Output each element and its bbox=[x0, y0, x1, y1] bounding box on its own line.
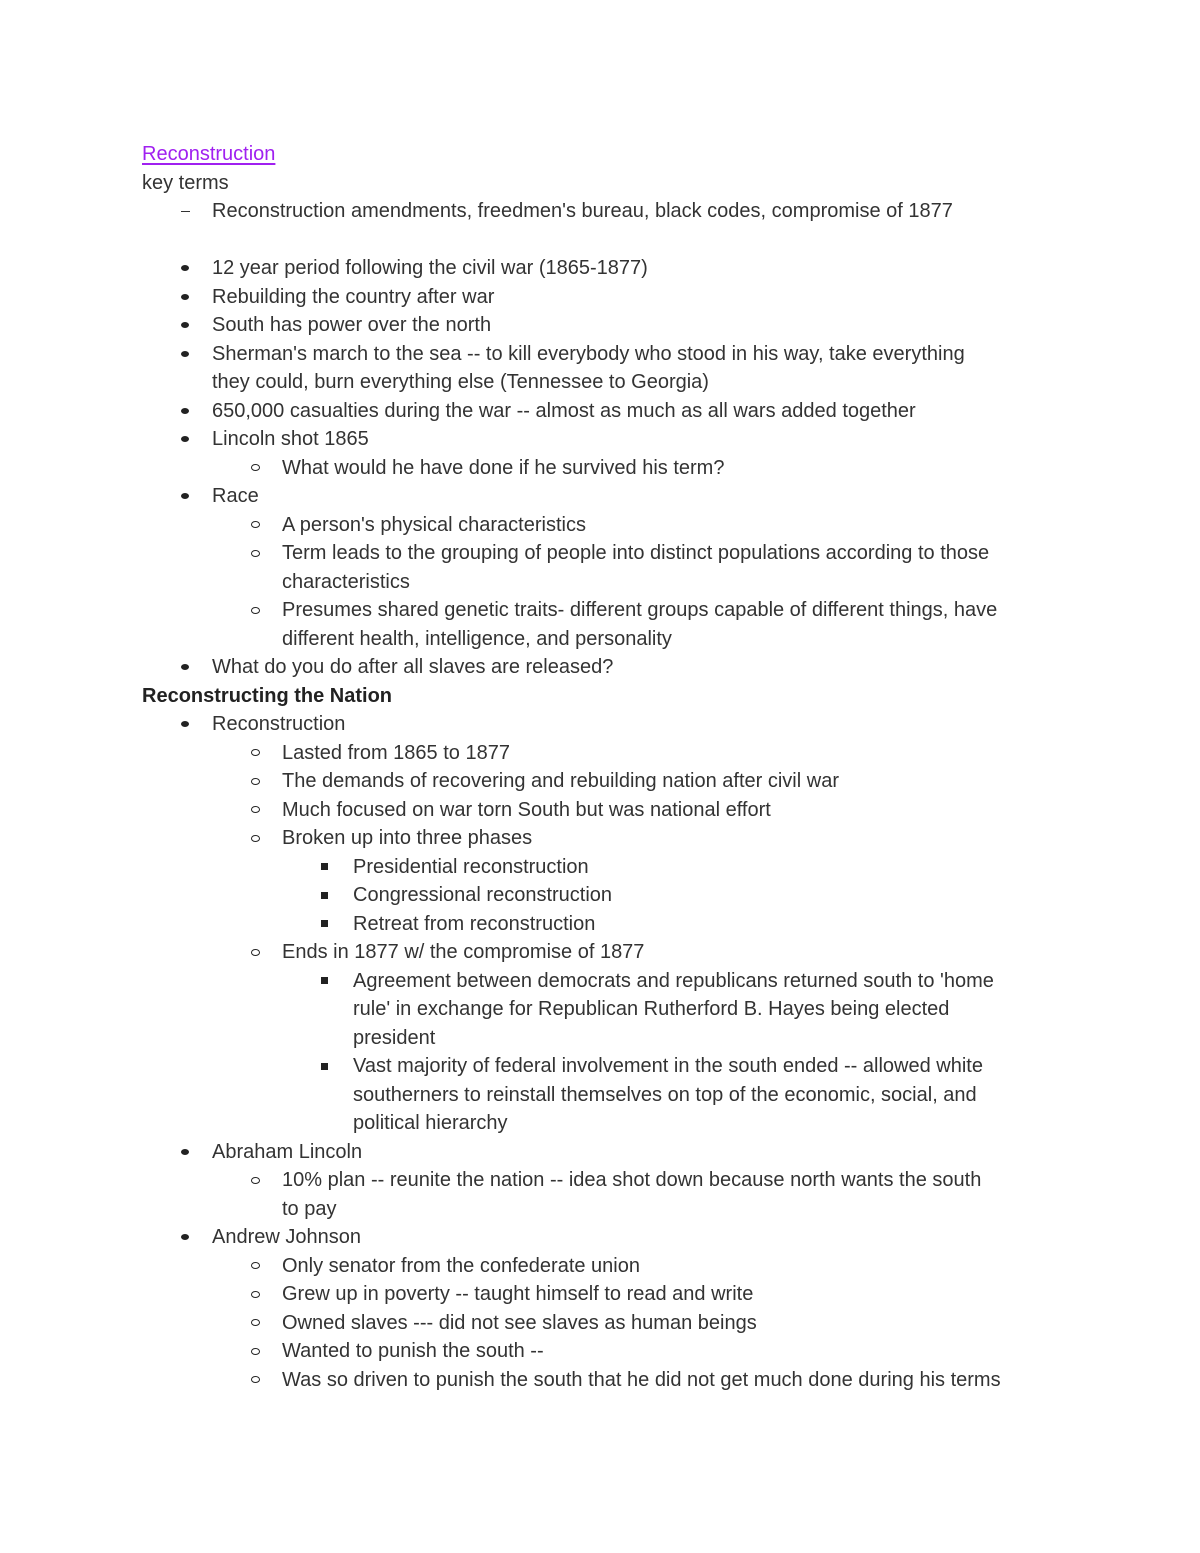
circle-bullet-icon bbox=[245, 1309, 265, 1338]
sub-sub-list-item-text: Retreat from reconstruction bbox=[353, 912, 596, 935]
bullet-icon bbox=[175, 710, 195, 739]
sub-list-item bbox=[142, 1337, 1072, 1366]
key-terms-list bbox=[142, 197, 1072, 226]
sub-list-item bbox=[142, 739, 1072, 768]
sub-list-item bbox=[142, 454, 1072, 483]
sub-list-item bbox=[142, 1366, 1072, 1395]
sub-list-item bbox=[142, 767, 1072, 796]
list-item bbox=[142, 340, 1072, 397]
key-terms-text: Reconstruction amendments, freedmen's bureau, black codes, compromise of 1877 bbox=[212, 200, 953, 222]
sub-list-item-text: The demands of recovering and rebuilding nation after civil war bbox=[282, 770, 839, 792]
circle-bullet-icon bbox=[245, 454, 265, 483]
dash-icon bbox=[175, 197, 195, 226]
sub-list-item bbox=[142, 511, 1072, 540]
sub-list-item-text: Owned slaves --- did not see slaves as human beings bbox=[282, 1311, 757, 1334]
circle-bullet-icon bbox=[245, 1366, 265, 1395]
sub-list-item bbox=[142, 1309, 1072, 1338]
list-item-text: Abraham Lincoln bbox=[212, 1140, 363, 1163]
bullet-icon bbox=[175, 425, 195, 454]
circle-bullet-icon bbox=[245, 739, 265, 768]
sub-list-item bbox=[142, 796, 1072, 825]
sub-sub-list-item bbox=[142, 967, 1072, 1053]
sub-sub-list-item-text-line2: southerners to reinstall themselves on top of the economic, social, and bbox=[353, 1083, 977, 1106]
list-item-text: Lincoln shot 1865 bbox=[212, 428, 369, 450]
title-link[interactable]: Reconstruction bbox=[142, 143, 276, 165]
sub-sub-list-item-text-line2: rule' in exchange for Republican Rutherford B. Hayes being elected bbox=[353, 998, 950, 1020]
bullet-icon bbox=[175, 1223, 195, 1252]
list-item-text: Rebuilding the country after war bbox=[212, 285, 495, 308]
sub-sub-list-item bbox=[142, 853, 1072, 882]
sub-list-item bbox=[142, 596, 1072, 653]
sub-list-item-text: Broken up into three phases bbox=[282, 827, 533, 849]
document-page bbox=[142, 140, 1072, 1394]
sub-list-item-text-line1: 10% plan -- reunite the nation -- idea shot down because north wants the south bbox=[282, 1169, 982, 1191]
sub-sub-list-item-text-line1: Agreement between democrats and republicans returned south to 'home bbox=[353, 969, 994, 992]
list-item-text: What do you do after all slaves are released? bbox=[212, 656, 614, 678]
section-list bbox=[142, 710, 1072, 1394]
list-item-text: 12 year period following the civil war (1865-1877) bbox=[212, 257, 648, 279]
list-item-text: Race bbox=[212, 485, 259, 507]
list-item bbox=[142, 397, 1072, 426]
sub-list-item bbox=[142, 539, 1072, 596]
intro-list bbox=[142, 254, 1072, 682]
key-terms-item bbox=[142, 197, 1072, 226]
bullet-icon bbox=[175, 482, 195, 511]
sub-sub-list-item-text-line3: president bbox=[353, 1026, 436, 1049]
bullet-icon bbox=[175, 340, 195, 369]
sub-list-item-text: Only senator from the confederate union bbox=[282, 1254, 640, 1277]
section-heading: Reconstructing the Nation bbox=[142, 684, 393, 707]
sub-list-item-text-line1: Term leads to the grouping of people into distinct populations according to those bbox=[282, 542, 990, 564]
list-item bbox=[142, 482, 1072, 511]
bullet-icon bbox=[175, 397, 195, 426]
sub-list-item bbox=[142, 938, 1072, 967]
list-item bbox=[142, 1223, 1072, 1252]
circle-bullet-icon bbox=[245, 938, 265, 967]
sub-list-item-text-line1: Presumes shared genetic traits- different groups capable of different things, have bbox=[282, 599, 998, 621]
sub-list-item-text-line2: different health, intelligence, and personality bbox=[282, 627, 672, 650]
sub-sub-list-item-text: Congressional reconstruction bbox=[353, 884, 613, 906]
list-item-text: South has power over the north bbox=[212, 314, 492, 336]
square-bullet-icon bbox=[314, 910, 334, 939]
list-item bbox=[142, 710, 1072, 739]
sub-sub-list-item bbox=[142, 881, 1072, 910]
list-item bbox=[142, 1138, 1072, 1167]
circle-bullet-icon bbox=[245, 767, 265, 796]
circle-bullet-icon bbox=[245, 1252, 265, 1281]
sub-sub-list-item bbox=[142, 910, 1072, 939]
sub-sub-list-item-text-line3: political hierarchy bbox=[353, 1112, 508, 1134]
bullet-icon bbox=[175, 653, 195, 682]
list-item bbox=[142, 425, 1072, 454]
sub-list-item bbox=[142, 824, 1072, 853]
spacer bbox=[142, 226, 1072, 255]
sub-list-item-text: What would he have done if he survived his term? bbox=[282, 456, 725, 479]
sub-list-item-text: A person's physical characteristics bbox=[282, 513, 586, 536]
subtitle: key terms bbox=[142, 171, 229, 194]
sub-list-item-text: Was so driven to punish the south that he did not get much done during his terms bbox=[282, 1368, 1001, 1391]
sub-list-item-text-line2: characteristics bbox=[282, 570, 410, 593]
list-item-text: Andrew Johnson bbox=[212, 1226, 361, 1248]
list-item bbox=[142, 311, 1072, 340]
square-bullet-icon bbox=[314, 967, 334, 996]
sub-list-item-text-line2: to pay bbox=[282, 1197, 337, 1220]
title-line bbox=[142, 140, 1072, 169]
circle-bullet-icon bbox=[245, 824, 265, 853]
list-item-text-line2: they could, burn everything else (Tennessee to Georgia) bbox=[212, 371, 709, 393]
sub-list-item bbox=[142, 1280, 1072, 1309]
sub-list-item-text: Wanted to punish the south -- bbox=[282, 1340, 544, 1362]
list-item bbox=[142, 283, 1072, 312]
bullet-icon bbox=[175, 254, 195, 283]
list-item-text: 650,000 casualties during the war -- almost as much as all wars added together bbox=[212, 399, 916, 422]
circle-bullet-icon bbox=[245, 511, 265, 540]
bullet-icon bbox=[175, 311, 195, 340]
circle-bullet-icon bbox=[245, 1337, 265, 1366]
sub-list-item-text: Grew up in poverty -- taught himself to read and write bbox=[282, 1283, 754, 1305]
square-bullet-icon bbox=[314, 853, 334, 882]
sub-list-item-text: Ends in 1877 w/ the compromise of 1877 bbox=[282, 941, 645, 963]
sub-sub-list-item bbox=[142, 1052, 1072, 1138]
sub-list-item-text: Much focused on war torn South but was national effort bbox=[282, 798, 771, 821]
bullet-icon bbox=[175, 283, 195, 312]
circle-bullet-icon bbox=[245, 1280, 265, 1309]
sub-list-item-text: Lasted from 1865 to 1877 bbox=[282, 741, 510, 764]
bullet-icon bbox=[175, 1138, 195, 1167]
sub-sub-list-item-text: Presidential reconstruction bbox=[353, 855, 589, 878]
circle-bullet-icon bbox=[245, 539, 265, 568]
list-item-text-line1: Sherman's march to the sea -- to kill everybody who stood in his way, take everything bbox=[212, 342, 965, 365]
circle-bullet-icon bbox=[245, 596, 265, 625]
square-bullet-icon bbox=[314, 881, 334, 910]
sub-list-item bbox=[142, 1166, 1072, 1223]
circle-bullet-icon bbox=[245, 1166, 265, 1195]
sub-sub-list-item-text-line1: Vast majority of federal involvement in the south ended -- allowed white bbox=[353, 1055, 983, 1077]
list-item-text: Reconstruction bbox=[212, 713, 346, 735]
sub-list-item bbox=[142, 1252, 1072, 1281]
circle-bullet-icon bbox=[245, 796, 265, 825]
list-item bbox=[142, 653, 1072, 682]
list-item bbox=[142, 254, 1072, 283]
square-bullet-icon bbox=[314, 1052, 334, 1081]
